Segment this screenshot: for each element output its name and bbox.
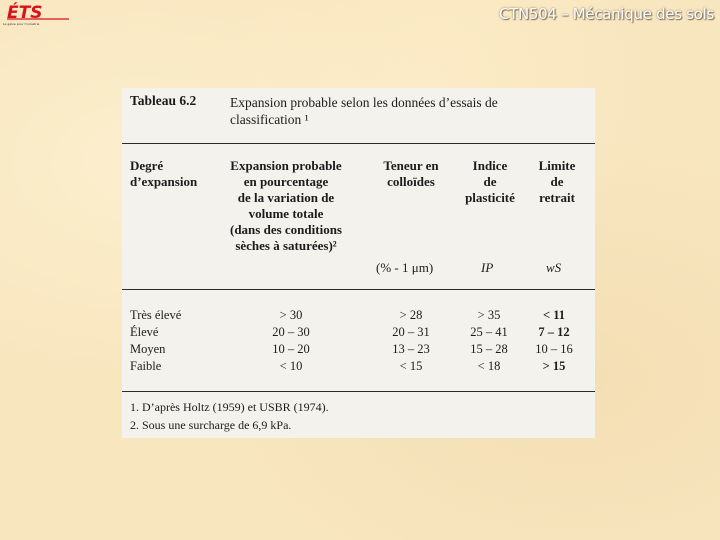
cell-degree: Moyen xyxy=(130,342,166,356)
ets-logo xyxy=(3,2,75,28)
cell-shrinkage: 10 – 16 xyxy=(535,342,573,356)
scanned-table xyxy=(122,88,595,438)
cell-shrinkage: < 11 xyxy=(542,308,566,322)
unit-plasticity: IP xyxy=(481,260,494,275)
col-header-plasticity xyxy=(456,158,524,206)
table-body xyxy=(122,307,595,375)
table-row xyxy=(122,307,595,324)
col-header-plasticity-line: de xyxy=(483,174,497,189)
col-header-degree-line: d’expansion xyxy=(130,174,198,189)
cell-degree: Faible xyxy=(130,359,162,373)
unit-colloids: (% - 1 μm) xyxy=(376,260,434,275)
table-caption-line-1: Expansion probable selon les données d’essais de xyxy=(230,95,498,110)
col-header-plasticity-line: Indice xyxy=(472,158,508,173)
col-header-colloids-line: colloïdes xyxy=(387,174,435,189)
cell-plasticity: 15 – 28 xyxy=(470,342,508,356)
col-header-shrinkage-line: Limite xyxy=(538,158,576,173)
table-caption-text xyxy=(230,94,498,128)
cell-expansion: < 10 xyxy=(279,359,303,373)
cell-plasticity: > 35 xyxy=(477,308,501,322)
col-header-colloids xyxy=(372,158,450,190)
table-caption-line-2: classification ¹ xyxy=(230,112,309,127)
cell-colloids: 13 – 23 xyxy=(392,342,430,356)
col-header-expansion-line: (dans des conditions xyxy=(230,222,342,237)
col-header-shrinkage-line: retrait xyxy=(539,190,575,205)
cell-expansion: 10 – 20 xyxy=(272,342,310,356)
table-row xyxy=(122,324,595,341)
table-note: 1. D’après Holtz (1959) et USBR (1974). xyxy=(130,400,329,414)
col-header-expansion xyxy=(220,158,352,254)
cell-expansion: 20 – 30 xyxy=(272,325,310,339)
col-header-expansion-line: de la variation de xyxy=(237,190,335,205)
table-note: 2. Sous une surcharge de 6,9 kPa. xyxy=(130,418,292,432)
cell-expansion: > 30 xyxy=(279,308,303,322)
cell-shrinkage: > 15 xyxy=(542,359,566,373)
cell-shrinkage: 7 – 12 xyxy=(538,325,570,339)
rule-header-bottom xyxy=(122,289,595,290)
cell-colloids: > 28 xyxy=(399,308,423,322)
cell-plasticity: < 18 xyxy=(477,359,501,373)
col-header-plasticity-line: plasticité xyxy=(465,190,515,205)
col-header-colloids-line: Teneur en xyxy=(383,158,439,173)
ets-logo-subtitle: Le génie pour l'industrie xyxy=(3,22,40,26)
unit-shrinkage: wS xyxy=(546,260,562,275)
cell-colloids: 20 – 31 xyxy=(392,325,430,339)
cell-plasticity: 25 – 41 xyxy=(470,325,508,339)
table-row xyxy=(122,341,595,358)
col-header-shrinkage xyxy=(527,158,587,206)
ets-logo-text: ÉTS xyxy=(7,3,43,22)
col-header-degree-line: Degré xyxy=(130,158,164,173)
cell-colloids: < 15 xyxy=(399,359,423,373)
cell-degree: Élevé xyxy=(130,325,159,339)
ets-logo-graphic xyxy=(3,2,75,22)
cell-degree: Très élevé xyxy=(130,308,182,322)
table-row xyxy=(122,358,595,375)
col-header-shrinkage-line: de xyxy=(550,174,564,189)
rule-bottom xyxy=(122,391,595,392)
table-caption-label: Tableau 6.2 xyxy=(130,93,197,108)
col-header-expansion-line: en pourcentage xyxy=(243,174,329,189)
col-header-expansion-line: Expansion probable xyxy=(230,158,342,173)
col-header-degree xyxy=(130,158,197,190)
col-header-expansion-line: sèches à saturées)² xyxy=(235,238,337,253)
rule-top xyxy=(122,143,595,144)
course-title: CTN504 – Mécanique des sols xyxy=(498,5,714,23)
col-header-expansion-line: volume totale xyxy=(248,206,324,221)
